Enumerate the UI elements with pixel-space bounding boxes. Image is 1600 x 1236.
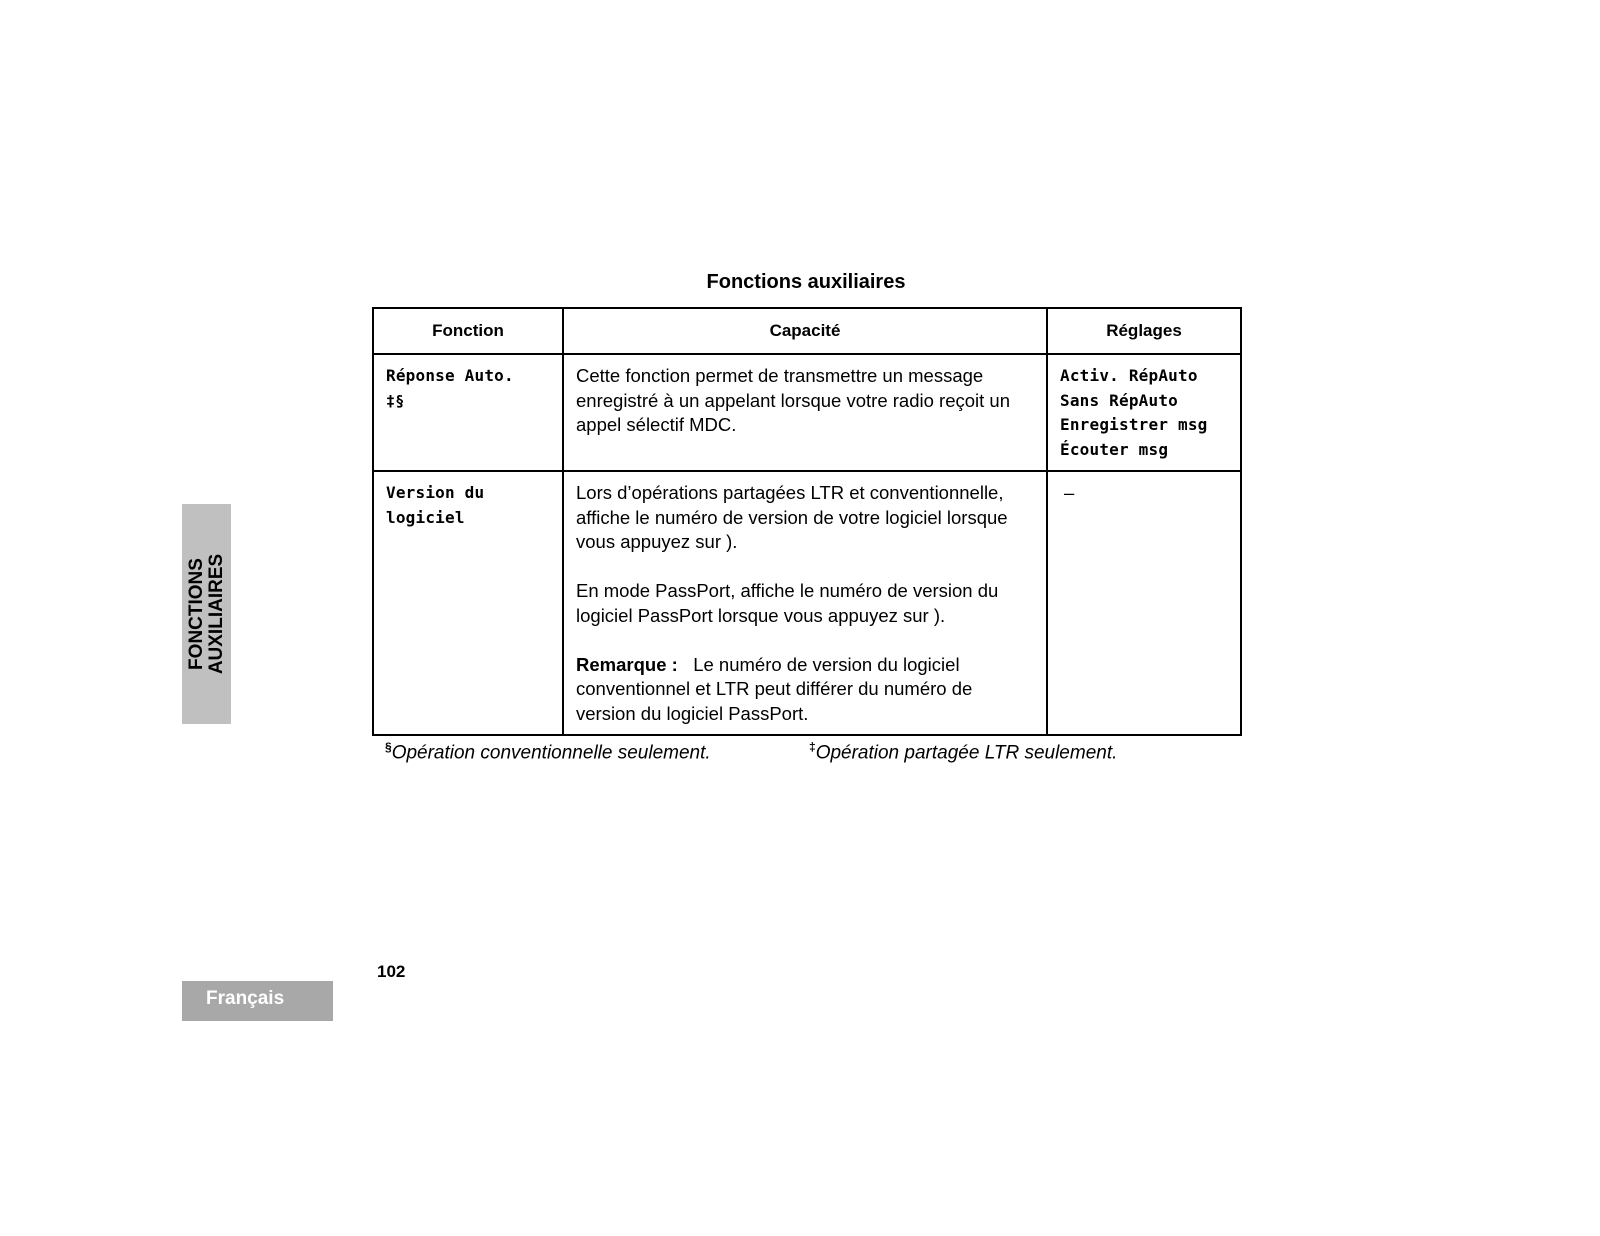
footnote (385, 740, 711, 764)
capability-text: En mode PassPort, affiche le numéro de version du logiciel PassPort lorsque vous appuyez sur ). (576, 580, 999, 626)
section-side-tab (182, 504, 231, 724)
column-header-capability: Capacité (563, 308, 1047, 354)
capability-text: Lors d’opérations partagées LTR et conventionnelle, affiche le numéro de version de votre logiciel lorsque vous appuyez sur ). (576, 482, 1008, 552)
footnote-mark: ‡ (809, 740, 816, 754)
table-row (373, 471, 1241, 735)
setting-item: Activ. RépAuto (1060, 366, 1198, 385)
auxiliary-functions-table (372, 307, 1242, 736)
footnote-mark: § (385, 740, 392, 754)
table-row (373, 354, 1241, 471)
function-name-line: Version du (386, 483, 485, 502)
settings-cell (1047, 354, 1241, 471)
capability-cell (563, 354, 1047, 471)
language-tab: Français (182, 981, 333, 1021)
page-number: 102 (377, 962, 406, 981)
capability-cell (563, 471, 1047, 735)
column-header-function: Fonction (373, 308, 563, 354)
footnote-text: Opération partagée LTR seulement. (815, 742, 1118, 764)
note (576, 653, 1034, 727)
column-header-settings: Réglages (1047, 308, 1241, 354)
table-title: Fonctions auxiliaires (706, 271, 906, 293)
function-footnote-marks: ‡§ (386, 391, 405, 410)
footnote-text: Opération conventionnelle seulement. (391, 742, 711, 764)
note-text: Le numéro de version du logiciel conventionnel et LTR peut différer du numéro de version du logiciel PassPort. (576, 653, 973, 724)
setting-item: – (1064, 482, 1075, 503)
function-name: Réponse Auto. (386, 366, 514, 385)
setting-item: Sans RépAuto (1060, 390, 1178, 410)
function-cell (373, 471, 563, 735)
setting-item: Enregistrer msg (1060, 415, 1208, 434)
settings-cell (1047, 471, 1241, 735)
footnote (809, 740, 1117, 764)
function-cell (373, 354, 563, 471)
note-label: Remarque : (576, 653, 678, 675)
side-tab-line: AUXILIAIRES (205, 553, 227, 675)
side-tab-line: FONCTIONS (185, 558, 207, 670)
setting-item: Écouter msg (1060, 439, 1169, 459)
capability-text: Cette fonction permet de transmettre un message enregistré à un appelant lorsque votre radio reçoit un appel sélectif MDC. (576, 365, 1010, 435)
function-name-line: logiciel (386, 507, 465, 527)
table-header-row (373, 308, 1241, 354)
